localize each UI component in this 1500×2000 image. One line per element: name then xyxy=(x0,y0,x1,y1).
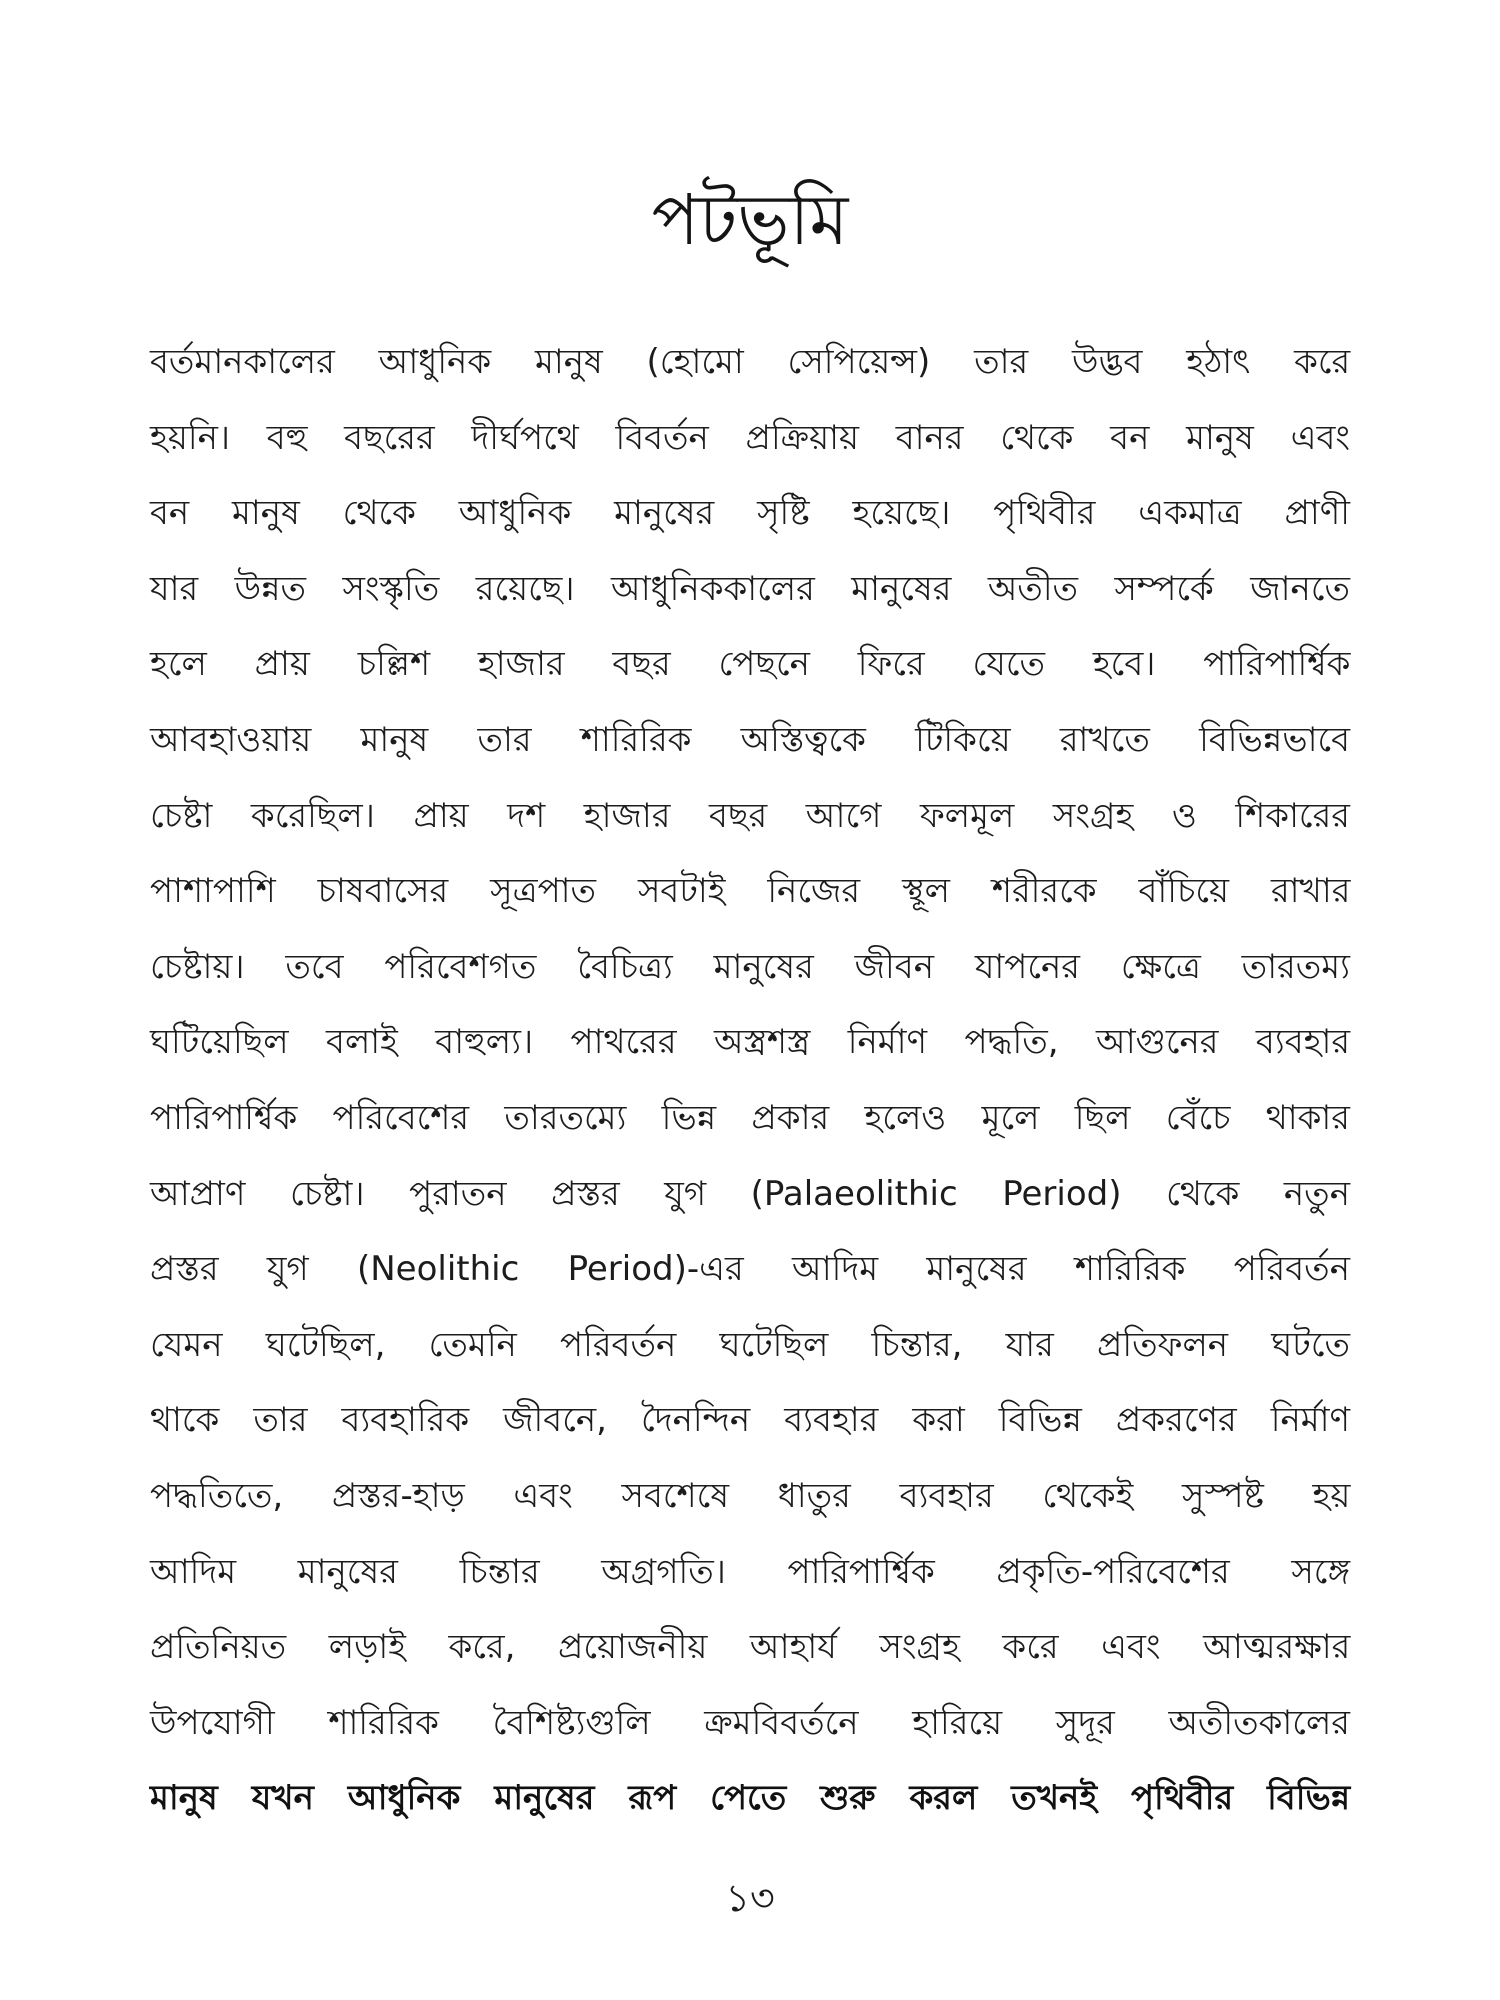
text-line: প্রতিনিয়ত লড়াই করে, প্রয়োজনীয় আহার্য সংগ্রহ করে এবং আত্মরক্ষার xyxy=(150,1627,1351,1668)
text-line: আপ্রাণ চেষ্টা। পুরাতন প্রস্তর যুগ (Palaeolithic Period) থেকে নতুন xyxy=(150,1173,1350,1214)
text-line: বন মানুষ থেকে আধুনিক মানুষের সৃষ্টি হয়েছে। পৃথিবীর একমাত্র প্রাণী xyxy=(150,493,1350,534)
text-line: যার উন্নত সংস্কৃতি রয়েছে। আধুনিককালের মানুষের অতীত সম্পর্কে জানতে xyxy=(150,568,1350,609)
text-line: হয়নি। বহু বছরের দীর্ঘপথে বিবর্তন প্রক্রিয়ায় বানর থেকে বন মানুষ এবং xyxy=(150,417,1351,458)
text-line: ঘটিয়েছিল বলাই বাহুল্য। পাথরের অস্ত্রশস্ত্র নির্মাণ পদ্ধতি, আগুনের ব্যবহার xyxy=(150,1022,1351,1063)
text-line: পাশাপাশি চাষবাসের সূত্রপাত সবটাই নিজের স্থূল শরীরকে বাঁচিয়ে রাখার xyxy=(150,871,1351,912)
text-line: প্রস্তর যুগ (Neolithic Period)-এর আদিম মানুষের শারিরিক পরিবর্তন xyxy=(150,1249,1350,1290)
text-line: থাকে তার ব্যবহারিক জীবনে, দৈনন্দিন ব্যবহার করা বিভিন্ন প্রকরণের নির্মাণ xyxy=(150,1400,1351,1441)
text-line: চেষ্টা করেছিল। প্রায় দশ হাজার বছর আগে ফলমূল সংগ্রহ ও শিকারের xyxy=(150,795,1350,836)
page-title: পটভূমি xyxy=(651,179,849,261)
text-line: আবহাওয়ায় মানুষ তার শারিরিক অস্তিত্বকে টিকিয়ে রাখতে বিভিন্নভাবে xyxy=(150,719,1351,760)
text-line: উপযোগী শারিরিক বৈশিষ্ট্যগুলি ক্রমবিবর্তনে হারিয়ে সুদূর অতীতকালের xyxy=(150,1702,1350,1743)
text-line: হলে প্রায় চল্লিশ হাজার বছর পেছনে ফিরে যেতে হবে। পারিপার্শ্বিক xyxy=(150,644,1351,685)
text-line: আদিম মানুষের চিন্তার অগ্রগতি। পারিপার্শ্বিক প্রকৃতি-পরিবেশের সঙ্গে xyxy=(150,1551,1350,1592)
text-line: চেষ্টায়। তবে পরিবেশগত বৈচিত্র্য মানুষের জীবন যাপনের ক্ষেত্রে তারতম্য xyxy=(150,946,1350,987)
page-number: ১৩ xyxy=(725,1876,775,1920)
text-line: যেমন ঘটেছিল, তেমনি পরিবর্তন ঘটেছিল চিন্তার, যার প্রতিফলন ঘটতে xyxy=(150,1324,1350,1365)
text-line: বর্তমানকালের আধুনিক মানুষ (হোমো সেপিয়েন্স) তার উদ্ভব হঠাৎ করে xyxy=(150,342,1351,382)
text-line: পদ্ধতিতে, প্রস্তর-হাড় এবং সবশেষে ধাতুর ব্যবহার থেকেই সুস্পষ্ট হয় xyxy=(150,1475,1351,1516)
body-paragraph xyxy=(150,325,1350,1837)
text-line: মানুষ যখন আধুনিক মানুষের রূপ পেতে শুরু করল তখনই পৃথিবীর বিভিন্ন xyxy=(150,1778,1351,1819)
text-line: পারিপার্শ্বিক পরিবেশের তারতম্যে ভিন্ন প্রকার হলেও মূলে ছিল বেঁচে থাকার xyxy=(150,1097,1350,1138)
